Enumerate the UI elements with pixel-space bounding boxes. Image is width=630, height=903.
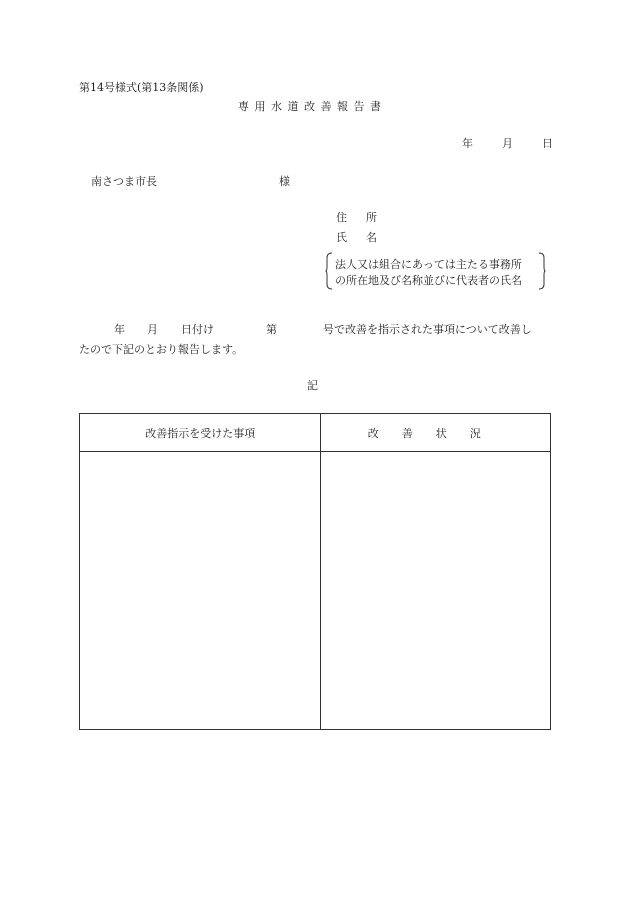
name-label: 氏名 bbox=[336, 231, 396, 244]
instructed-items-cell[interactable] bbox=[80, 452, 321, 730]
table-header-row bbox=[80, 414, 551, 452]
improvement-status-cell[interactable] bbox=[321, 452, 551, 730]
document-title: 専用水道改善報告書 bbox=[238, 100, 387, 113]
improvement-status-header: 改善状況 bbox=[321, 414, 551, 452]
addressee-name: 南さつま市長 bbox=[91, 175, 157, 188]
date-year-label: 年 bbox=[462, 137, 473, 150]
ki-heading: 記 bbox=[307, 379, 318, 392]
date-month-label: 月 bbox=[502, 137, 513, 150]
instructed-items-header: 改善指示を受けた事項 bbox=[80, 414, 321, 452]
date-day-label: 日 bbox=[542, 137, 553, 150]
addressee-honorific: 様 bbox=[279, 175, 290, 188]
statement-dated: 日付け bbox=[181, 323, 214, 336]
statement-month: 月 bbox=[147, 323, 158, 336]
form-number: 第14号様式(第13条関係) bbox=[79, 81, 204, 94]
table-row bbox=[80, 452, 551, 730]
corporate-note-line1: 法人又は組合にあっては主たる事務所 bbox=[335, 258, 522, 271]
corporate-note-line2: の所在地及び名称並びに代表者の氏名 bbox=[335, 274, 522, 287]
statement-number-prefix: 第 bbox=[266, 323, 277, 336]
improvement-table bbox=[79, 413, 551, 730]
address-label: 住所 bbox=[336, 211, 396, 224]
statement-tail: 号で改善を指示された事項について改善し bbox=[323, 323, 532, 336]
submission-date bbox=[462, 138, 553, 149]
statement-year: 年 bbox=[114, 323, 125, 336]
report-statement-line2: たので下記のとおり報告します。 bbox=[79, 343, 244, 356]
